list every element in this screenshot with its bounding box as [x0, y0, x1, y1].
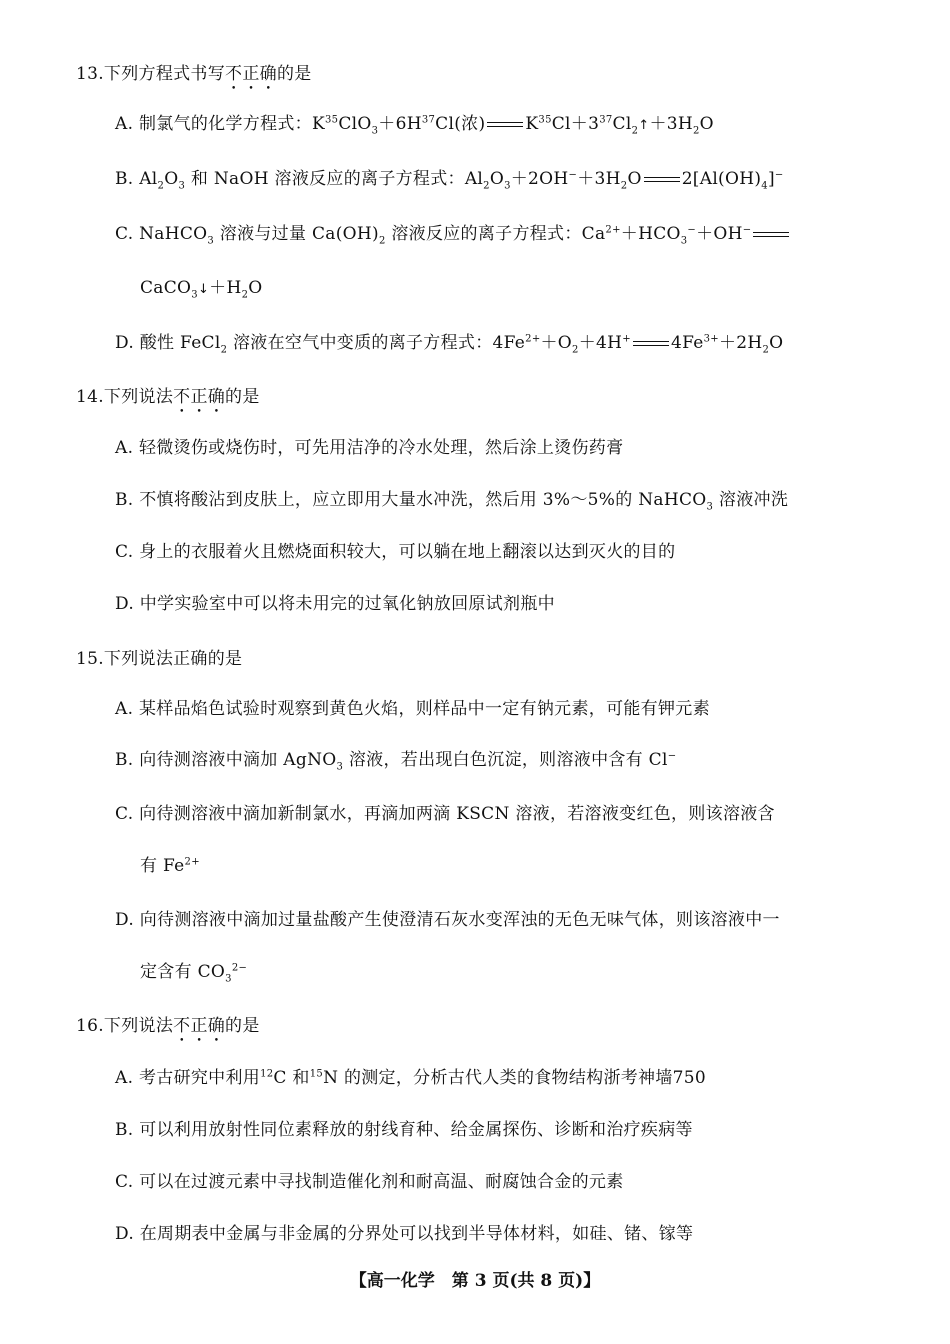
equals-sign-icon — [751, 230, 791, 240]
question-16-stem: 16.下列说法不正确的是 — [76, 1016, 260, 1036]
question-15-option-c: C. 向待测溶液中滴加新制氯水，再滴加两滴 KSCN 溶液，若溶液变红色，则该溶液含 — [115, 804, 775, 824]
question-16-option-a: A. 考古研究中利用$^{12}$C 和$^{15}$N 的测定，分析古代人类的食物结构浙考神墙750 — [115, 1068, 706, 1088]
question-15-stem: 15.下列说法正确的是 — [76, 649, 243, 669]
question-14-option-b: B. 不慎将酸沾到皮肤上，应立即用大量水冲洗，然后用 3%～5%的 NaHCO$_3$ 溶液冲洗 — [115, 490, 789, 513]
question-15-option-c-continued: 有 $Fe^{2+}$ — [140, 856, 200, 876]
question-13-option-d: D. 酸性 FeCl$_2$ 溶液在空气中变质的离子方程式：$4Fe^{2+}+O_2+4H^+$ $4Fe^{3+}+2H_2O$ — [115, 333, 784, 356]
gas-up-arrow-icon: ↑ — [638, 118, 650, 133]
question-16-option-d: D. 在周期表中金属与非金属的分界处可以找到半导体材料，如硅、锗、镓等 — [115, 1224, 694, 1244]
equals-sign-icon — [485, 120, 525, 130]
question-13-option-c: C. NaHCO$_3$ 溶液与过量 $Ca(OH)_2$ 溶液反应的离子方程式：$Ca^{2+}+HCO_3^-+OH^-$ — [115, 222, 791, 246]
question-16-option-b: B. 可以利用放射性同位素释放的射线育种、给金属探伤、诊断和治疗疾病等 — [115, 1120, 693, 1140]
question-16-option-c: C. 可以在过渡元素中寻找制造催化剂和耐高温、耐腐蚀合金的元素 — [115, 1172, 624, 1192]
question-14-stem: 14.下列说法不正确的是 — [76, 387, 260, 407]
precipitate-down-arrow-icon: ↓ — [197, 282, 210, 297]
question-15-option-a: A. 某样品焰色试验时观察到黄色火焰，则样品中一定有钠元素，可能有钾元素 — [115, 699, 710, 719]
question-13-option-c-continued: $CaCO_3↓+H_2O$ — [140, 278, 263, 301]
question-15-option-b: B. 向待测溶液中滴加 AgNO$_3$ 溶液，若出现白色沉淀，则溶液中含有 Cl− — [115, 750, 677, 773]
question-14-option-a: A. 轻微烫伤或烧伤时，可先用洁净的冷水处理，然后涂上烫伤药膏 — [115, 438, 624, 458]
question-15-option-d: D. 向待测溶液中滴加过量盐酸产生使澄清石灰水变浑浊的无色无味气体，则该溶液中一 — [115, 910, 780, 930]
equals-sign-icon — [631, 339, 671, 349]
page-footer: 【高一化学 第 3 页(共 8 页)】 — [349, 1271, 601, 1291]
question-14-option-d: D. 中学实验室中可以将未用完的过氧化钠放回原试剂瓶中 — [115, 594, 555, 614]
question-13-option-b: B. $Al_2O_3$ 和 NaOH 溶液反应的离子方程式：$Al_2O_3+2OH^-+3H_2O$ $2[Al(OH)_4]^-$ — [115, 169, 784, 192]
question-14-option-c: C. 身上的衣服着火且燃烧面积较大，可以躺在地上翻滚以达到灭火的目的 — [115, 542, 676, 562]
equals-sign-icon — [642, 175, 682, 185]
question-15-option-d-continued: 定含有 $CO_3^{2-}$ — [140, 962, 248, 985]
question-13-option-a: A. 制氯气的化学方程式：$K^{35}ClO_3+6H^{37}Cl$(浓) $K^{35}Cl+3^{37}Cl_2↑+3H_2O$ — [115, 114, 714, 137]
question-13-stem: 13.下列方程式书写不正确的是 — [76, 64, 312, 84]
